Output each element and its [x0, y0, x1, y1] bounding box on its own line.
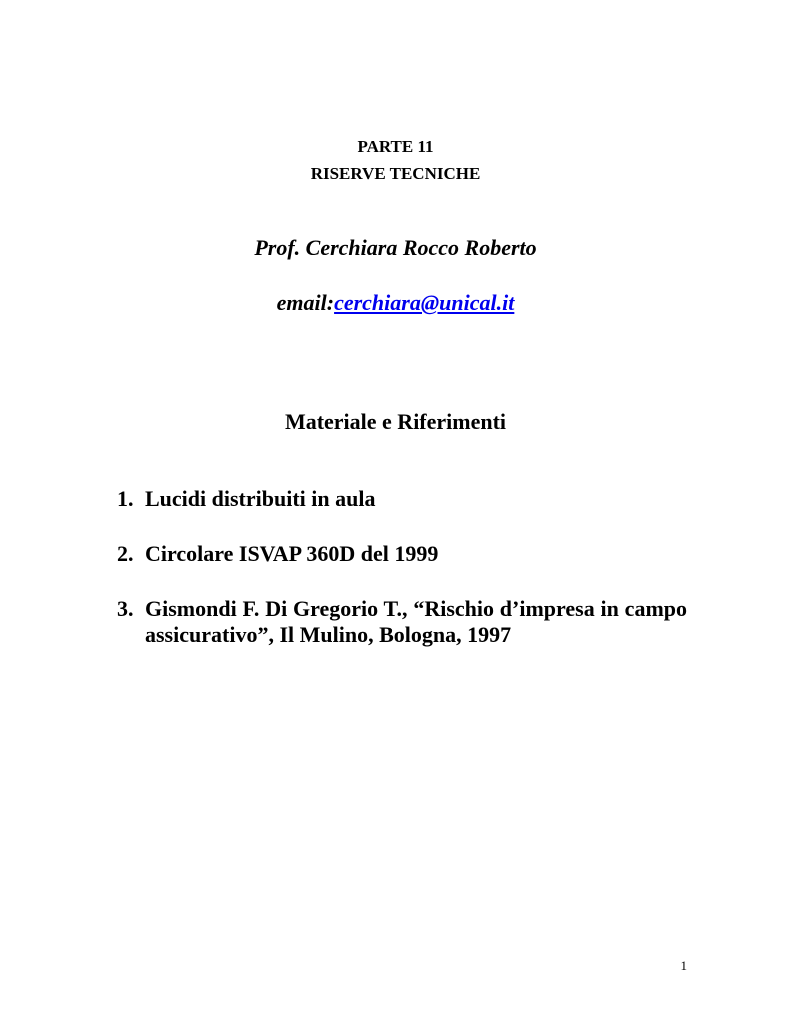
- reference-number: 2.: [117, 541, 134, 566]
- reference-text: Lucidi distribuiti in aula: [145, 486, 376, 511]
- reference-list: [117, 486, 687, 677]
- reference-text: Circolare ISVAP 360D del 1999: [145, 541, 439, 566]
- email-line: [0, 290, 791, 316]
- author-name: Prof. Cerchiara Rocco Roberto: [254, 235, 537, 260]
- reference-item: [117, 596, 687, 648]
- page-number: 1: [680, 958, 687, 973]
- reference-item: [117, 541, 687, 567]
- reference-number: 1.: [117, 486, 134, 511]
- email-link[interactable]: cerchiara@unical.it: [334, 290, 515, 315]
- email-label: email:: [276, 290, 335, 315]
- part-number: PARTE 11: [357, 137, 434, 156]
- reference-text: Gismondi F. Di Gregorio T., “Rischio d’impresa in campo assicurativo”, Il Mulino, Bologna, 1997: [145, 596, 687, 647]
- part-title: RISERVE TECNICHE: [310, 164, 481, 183]
- reference-number: 3.: [117, 596, 134, 621]
- section-heading: Materiale e Riferimenti: [284, 409, 507, 434]
- reference-item: [117, 486, 687, 512]
